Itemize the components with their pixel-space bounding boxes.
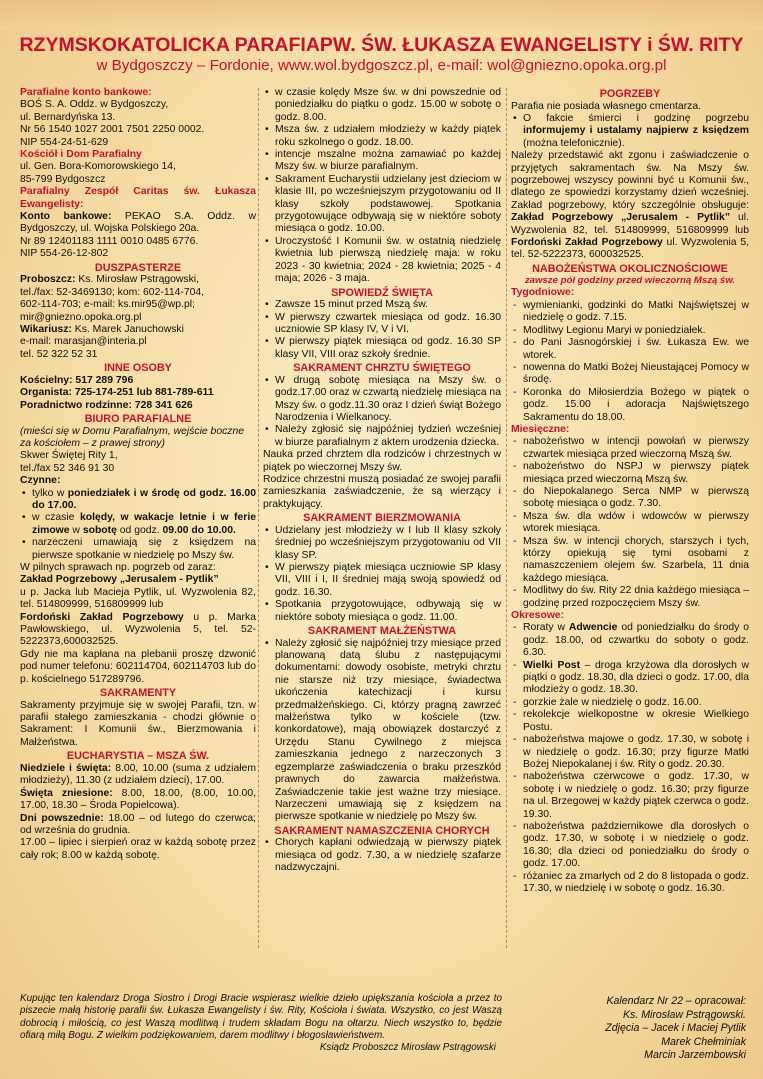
wikariusz-label: Wikariusz: [20,323,72,335]
wikariusz-line: e-mail: marasjan@interia.pl [20,336,147,348]
section-title-pogrzeby: POGRZEBY [599,88,661,100]
chrzest-note: Nauka przed chrztem dla rodziców i chrzestnych w piątek po wieczornej Mszy św. [263,449,501,473]
caritas-account [20,211,256,236]
list-item: • Sakrament Eucharystii udzielany jest dzieciom w klasie III, po wcześniejszym przygotowaniu od II klasy szkoły podstawowej. Spotkania przygotowujące odbywają się w niektóre soboty miesiąca o godz. 10.00. [263,174,501,236]
list-item: - Koronka do Miłosierdzia Bożego w piątek o godz. 15.00 i adoracja Najświętszego Sakramentu do 18.00. [511,387,749,424]
church-title: Kościół i Dom Parafialny [20,149,142,161]
list-item: • Udzielany jest młodzieży w I lub II klasy szkoły średniej po wcześniejszym przygotowaniu od VII klasy SP. [263,525,501,562]
church-line: 85-799 Bydgoszcz [20,173,106,185]
section-title-nabozenstwa: NABOŻEŃSTWA OKOLICZNOŚCIOWE [532,262,728,275]
list-item: • narzeczeni umawiają się z księdzem na pierwsze spotkanie w niedzielę po Mszy św. [20,537,256,562]
credits-line: Marek Chełminiak [661,1035,746,1048]
text-bold: Wielki Post [523,659,581,671]
caritas-title: Parafialny Zespół Caritas św. Łukasza Ewangelisty: [20,186,256,210]
footer-text: Kupując ten kalendarz Droga Siostro i Drogi Bracie wspierasz wielkie dzieło upiększania kościoła a przez to piszecie małą historię parafii św. Łukasza Ewangelisty i św. Rity, Kościoła i świata. Wszystko, co jest Waszą dobrocią i miłością, co jest Waszą modlitwą i trudem składam Bogu na ołtarzu. Niech wszystko to, będzie ofiarą miłą Bogu. Z wielkim podziękowaniem, darem modlitwy i błogosławieństwem. [20,993,502,1041]
list-item: • W drugą sobotę miesiąca na Mszy św. o godz.17.00 oraz w czwartą niedzielę miesiąca na Mszy św. o godz.11.30 oraz I dzień świąt Bożego Narodzenia i Wielkanocy. [263,375,501,425]
powszednie-label: Dni powszednie: [20,812,104,824]
sakramenty-text: Sakramenty przyjmuje się w swojej Parafii, tzn. w parafii stałego zamieszkania - chodzi głównie o Sakrament: I Komunii św., Bierzmowania i Małżeństwa. [20,699,256,748]
zniesione-label: Święta zniesione: [20,787,113,799]
text-bold: poniedziałek i w środę od godz. 16.00 do 17.00. [32,487,256,511]
list-item: - Msza św. w intencji chorych, starszych i tych, którzy opiekują się tymi osobami z namaszczeniem olejem św. Szarbela, 11 dnia każdego miesiąca. [511,536,749,586]
list-item: - Modlitwy Legionu Maryi w poniedziałek. [511,325,749,337]
text-bold: 09.00 do 10.00. [162,524,236,536]
section-title-biuro: BIURO PARAFIALNE [84,412,192,425]
footer-signature: Ksiądz Proboszcz Mirosław Pstrągowski [319,1042,496,1054]
bank-title: Parafialne konto bankowe: [20,87,152,98]
mass-list [263,87,501,286]
pogrzeby-details [511,150,749,262]
list-item: - Msza św. dla wdów i wdowców w pierwszy wtorek miesiąca. [511,511,749,536]
section-title-bierzmowanie: SAKRAMENT BIERZMOWANIA [303,512,461,525]
niedziele-label: Niedziele i święta: [20,762,112,774]
list-item: - rekolekcje wielkopostne w okresie Wielkiego Postu. [511,709,749,734]
list-item: - nabożeństwo w intencji powołań w pierwszy czwartek miesiąca przed wieczorną Mszą św. [511,436,749,461]
czynne-list [20,488,256,562]
proboszcz-label: Proboszcz: [20,274,76,286]
okresowe-list [511,622,749,895]
list-item: • W pierwszy piątek miesiąca od godz. 16.30 SP klasy VII, VIII oraz szkoły średnie. [263,336,501,361]
section-title-namaszczenie: SAKRAMENT NAMASZCZENIA CHORYCH [274,824,490,837]
section-title-eucharystia: EUCHARYSTIA – MSZA ŚW. [66,750,210,763]
list-item [20,488,256,513]
credits-line: Zdjęcia – Jacek i Maciej Pytlik [605,1022,746,1034]
list-item [511,622,749,659]
tygodniowe-title: Tygodniowe: [511,287,575,299]
lipiec-text: 17.00 – lipiec i sierpień oraz w każdą sobotę przez cały rok; 8.00 w każdą sobotę. [20,837,256,861]
poradnictwo: Poradnictwo rodzinne: 728 341 626 [20,399,193,411]
section-title-spowiedz: SPOWIEDŹ ŚWIĘTA [331,286,433,299]
list-item: • Msza św. z udziałem młodzieży w każdy piątek roku szkolnego o godz. 18.00. [263,124,501,149]
biuro-note: (mieści się w Domu Parafialnym, wejście boczne za kościołem – z prawej strony) [20,425,245,449]
bank-line: BOŚ S. A. Oddz. w Bydgoszczy, [20,99,169,111]
list-item: • Chorych kapłani odwiedzają w pierwszy piątek miesiąca od godz. 7.30, a w niedzielę szafarze nadzwyczajni. [263,837,501,874]
proboszcz-line: tel./fax: 52-3469130; kom: 602-114-704, [20,286,205,298]
miesieczne-list [511,436,749,610]
column-left [20,87,256,862]
list-item: • Należy zgłosić się najpóźniej trzy miesiące przed planowaną datą ślubu z następującymi dokumentami: dowody osobiste, metryki chrztu nie starsze niż trzy miesiące, świadectwa ukończenia katechizacji i kursu przedmałżeńskiego. Ci, którzy pragną zawrzeć małżeństwa tylko w kościele (tzw. konkordatowe), mają obowiązek dostarczyć z Urzędu Stanu Cywilnego z miejsca zamieszkania jednego z narzeczonych 3 egzemplarze zaświadczenia o braku przeszkód prawnych do zawarcia małżeństwa. Zaświadczenie takie jest ważne trzy miesiące. Narzeczeni umawiają się z księdzem na pierwsze spotkanie w niedzielę po Mszy św. [263,638,501,824]
text: od godz. [116,524,163,536]
column-divider-2 [506,88,507,948]
biuro-line: tel./fax 52 346 91 30 [20,462,115,474]
text-bold: informujemy i ustalamy najpierw z księdzem [523,125,749,137]
text-bold: Adwencie [568,622,618,634]
column-divider-1 [258,88,259,948]
top-decoration [0,0,763,30]
section-title-inne-osoby: INNE OSOBY [104,362,172,375]
text: O fakcie śmierci i godzinę pogrzebu [523,113,749,124]
chrzest-note: Rodzice chrzestni muszą posiadać ze swojej parafii zamieszkania zaświadczenie, że są wierzący i praktykujący. [263,473,501,510]
text: (można telefonicznie). [523,137,625,149]
list-item: - nabożeństwa październikowe dla dorosłych o godz. 17.30, w sobotę i w niedzielę o godz. 16.30; dla dzieci od poniedziałku do środy o godz. 17.00. [511,821,749,871]
pilne: W pilnych sprawach np. pogrzeb od zaraz: [20,562,216,573]
section-title-malzenstwo: SAKRAMENT MAŁŻEŃSTWA [307,625,457,638]
text: w [69,524,83,536]
list-item: - nabożeństwa czerwcowe o godz. 17.30, w sobotę i w niedzielę o godz. 16.30; przy figurze na ul. Brzegowej w każdy piątek czerwca o godz. 19.30. [511,771,749,821]
pogrzeby-list [511,113,749,150]
list-item [511,660,749,697]
text-bold: Zakład Pogrzebowy „Jerusalem - Pytlik” [511,212,731,224]
parish-title: RZYMSKOKATOLICKA PARAFIAPW. ŚW. ŁUKASZA EWANGELISTY i ŚW. RITY [19,34,744,56]
list-item: - Modlitwy do św. Rity 22 dnia każdego miesiąca – godzinę przed rozpoczęciem Mszy św. [511,585,749,610]
chrzest-list [263,375,501,449]
zaklad1-text: u p. Jacka lub Macieja Pytlik, ul. Wyzwolenia 82, tel. 514809999, 516809999 lub [20,586,256,611]
biuro-line: Skwer Świętej Rity 1, [20,450,118,462]
proboszcz-line: 602-114-703; e-mail: ks.mir95@wp.pl; [20,299,195,311]
proboszcz-line: mir@gniezno.opoka.org.pl [20,311,142,323]
bank-line: NIP 554-24-51-629 [20,136,109,148]
section-title-duszpasterze: DUSZPASTERZE [94,261,182,274]
okresowe-title: Okresowe: [511,610,565,622]
zniesione-text: 8.00, 18.00, (8.00, 10.00, 17.00, 18.30 – Środa Popielcowa). [20,787,256,812]
zaklad2-name: Fordoński Zakład Pogrzebowy [20,611,184,623]
bank-line: Nr 56 1540 1027 2001 7501 2250 0002. [20,124,205,136]
parish-subtitle: w Bydgoszczy – Fordonie, www.wol.bydgoszcz.pl, e-mail: wol@gniezno.opoka.org.pl [96,57,667,74]
text: w czasie [32,512,80,524]
list-item: - nowenna do Matki Bożej Nieustającej Pomocy w środę. [511,362,749,387]
czynne-label: Czynne: [20,475,61,487]
text: ul. Wyzwolenia 82, tel. 514809999, 516809999 lub [511,212,749,236]
credits [560,995,746,1063]
list-item: - gorzkie żale w niedzielę o godz. 16.00. [511,697,749,709]
miesieczne-title: Miesięczne: [511,423,570,435]
wikariusz-name: Ks. Marek Januchowski [71,323,184,335]
caritas-line: Nr 89 12401183 1111 0010 0485 6776. [20,235,199,247]
list-item: - do Pani Jasnogórskiej i św. Łukasza Ew. we wtorek. [511,337,749,362]
malzenstwo-list [263,638,501,824]
list-item: • Należy zgłosić się najpóźniej tydzień wcześniej w biurze parafialnym z aktem urodzenia dziecka. [263,424,501,449]
spowiedz-list [263,299,501,361]
footer-message [20,993,502,1054]
church-line: ul. Gen. Bora-Komorowskiego 14, [20,161,176,173]
text: tylko w [32,487,68,499]
credits-line: Marcin Jarzembowski [644,1049,746,1061]
list-item: • Zawsze 15 minut przed Mszą św. [263,299,501,311]
text: ul. Wyzwolenia 5, tel. 52-5222373, 600032525. [511,237,749,261]
list-item: - nabożeństwo do NSPJ w pierwszy piątek miesiąca przed wieczorną Mszą św. [511,461,749,486]
list-item: • w czasie kolędy Msze św. w dni powszednie od poniedziałku do piątku o godz. 15.00 w sobotę o godz. 8.00. [263,87,501,124]
page-header [0,34,763,76]
zaklad2-text: u p. Marka Pawłowskiego, ul. Wyzwolenia 5, tel. 52-5222373,600032525. [20,611,256,648]
list-item: • W pierwszy czwartek miesiąca od godz. 16.30 uczniowie SP klasy IV, V i VI. [263,312,501,337]
nabozenstwa-subtitle: zawsze pół godziny przed wieczorną Mszą św. [524,275,736,287]
text: Należy przedstawić akt zgonu i zaświadczenie o przyjętych sakramentach św. Na Mszy św. pogrzebowej wszyscy powinni być u Komunii św., dlatego ze spowiedzi korzystamy dzień wcześniej. Zakład pogrzebowy, który szczególnie obsługuje: [511,150,749,211]
bank-line: ul. Bernardyńska 13. [20,111,116,123]
namaszczenie-list [263,837,501,874]
list-item: • W pierwszy piątek miesiąca uczniowie SP klasy VII, VIII i I, II średniej mają swoją spowiedź od godz. 16.30. [263,562,501,599]
list-item: - różaniec za zmarłych od 2 do 8 listopada o godz. 17.30, w niedzielę i w sobotę o godz. 16.30. [511,871,749,896]
powszednie-text: 18.00 – od lutego do czerwca; od września do grudnia. [20,812,256,836]
text: Roraty w [523,622,569,634]
caritas-konto-text: PEKAO S.A. Oddz. w Bydgoszczy, ul. Wojska Polskiego 20a. [20,211,256,235]
list-item: • Uroczystość I Komunii św. w ostatnią niedzielę kwietnia lub pierwszą niedzielę maja: w roku 2023 - 30 kwietnia; 2024 - 28 kwietnia; 2025 - 4 maja; 2026 - 3 maja. [263,236,501,286]
list-item: • intencje mszalne można zamawiać po każdej Mszy św. w biurze parafialnym. [263,149,501,174]
section-title-sakramenty: SAKRAMENTY [99,687,177,700]
text-bold: sobotę [82,524,117,536]
pogrzeby-text: Parafia nie posiada własnego cmentarza. [511,100,702,112]
caritas-konto-label: Konto bankowe: [20,211,112,223]
credits-line: Ks. Mirosław Pstrągowski. [622,1008,746,1021]
organista: Organista: 725-174-251 lub 881-789-611 [20,387,214,399]
list-item [20,512,256,537]
caritas-line: NIP 554-26-12-802 [20,248,109,260]
list-item: • Spotkania przygotowujące, odbywają się w niektóre soboty miesiąca o godz. 11.00. [263,599,501,624]
credits-line: Kalendarz Nr 22 – opracował: [606,995,746,1007]
bierzmowanie-list [263,525,501,624]
text-bold: Fordoński Zakład Pogrzebowy [511,237,663,249]
koscielny: Kościelny: 517 289 796 [20,374,134,386]
list-item [511,113,749,150]
niedziele-text: 8.00, 10.00 (suma z udziałem młodzieży), 11.30 (z udziałem dzieci), 17.00. [20,762,256,787]
column-middle [263,87,501,875]
text-bold: kolędy, w wakacje letnie i w ferie zimowe [32,512,257,536]
zaklad1-name: Zakład Pogrzebowy „Jerusalem - Pytlik” [20,574,219,586]
tygodniowe-list [511,300,749,424]
text: – droga krzyżowa dla dorosłych w piątki o godz. 18.30, dla dzieci o godz. 17.00, dla młodzieży o godz. 18.30. [523,659,749,696]
kaplan-note: Gdy nie ma kapłana na plebanii proszę dzwonić pod numer telefonu: 602114704, 602114703 lub do p. kościelnego 517289796. [20,648,256,685]
section-title-chrzest: SAKRAMENT CHRZTU ŚWIĘTEGO [293,362,471,375]
list-item: - do Niepokalanego Serca NMP w pierwszą sobotę miesiąca o godz. 7.30. [511,486,749,511]
list-item: - wymienianki, godzinki do Matki Najświętszej w niedzielę o godz. 7.15. [511,300,749,325]
list-item: - nabożeństwa majowe o godz. 17.30, w sobotę i w niedzielę o godz. 16.30; przy figurze Matki Bożej Niepokalanej i św. Rity o godz. 20.30. [511,734,749,771]
wikariusz-line: tel. 52 322 52 31 [20,348,98,360]
text: od poniedziałku do środy o godz. 18.00, od czwartku do soboty o godz. 6.30. [523,622,749,659]
proboszcz-name: Ks. Mirosław Pstrągowski, [75,274,199,286]
column-right [511,87,749,895]
